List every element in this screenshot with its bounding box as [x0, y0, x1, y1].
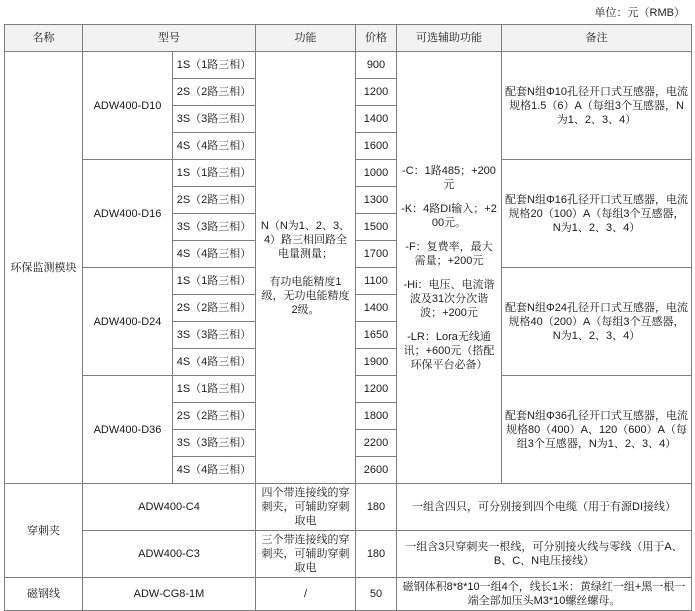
optional-line-f: -F：复费率，最大需量；+200元 — [405, 240, 493, 267]
function-line-1: N（N为1、2、3、4）路三相回路全电量测量； — [260, 219, 351, 260]
unit-note: 单位：元（RMB） — [594, 7, 685, 19]
model-adw400-d36: ADW400-D36 — [83, 376, 173, 484]
price-d10-1s: 900 — [356, 52, 397, 79]
model-adw400-d16: ADW400-D16 — [83, 160, 173, 268]
spec-d10-3s: 3S（3路三相） — [173, 106, 256, 133]
spec-d24-3s: 3S（3路三相） — [173, 322, 256, 349]
model-adw400-d10: ADW400-D10 — [83, 52, 173, 160]
price-c4: 180 — [356, 484, 397, 531]
category-magnet-wire: 磁钢线 — [5, 578, 83, 611]
spec-d10-1s: 1S（1路三相） — [173, 52, 256, 79]
price-d24-3s: 1650 — [356, 322, 397, 349]
remark-d36: 配套N组Φ36孔径开口式互感器，电流规格80（400）A、120（600）A（每组3个互感器，N为1、2、3、4） — [502, 376, 692, 484]
model-adw400-d24: ADW400-D24 — [83, 268, 173, 376]
spec-d16-3s: 3S（3路三相） — [173, 214, 256, 241]
remark-d10: 配套N组Φ10孔径开口式互感器，电流规格1.5（6）A（每组3个互感器，N为1、2、3、4） — [502, 52, 692, 160]
price-cg8: 50 — [356, 578, 397, 611]
col-header-function: 功能 — [256, 25, 356, 52]
optional-line-hi: -Hi：电压、电流谐波及31次分次谐波；+200元 — [403, 278, 495, 319]
optional-functions — [397, 52, 502, 484]
spec-d36-4s: 4S（4路三相） — [173, 457, 256, 484]
price-d36-1s: 1200 — [356, 376, 397, 403]
remark-c4: 一组含四只，可分别接到四个电缆（用于有源DI接线） — [397, 484, 692, 531]
price-table — [4, 24, 692, 611]
price-c3: 180 — [356, 531, 397, 578]
remark-d24: 配套N组Φ24孔径开口式互感器，电流规格40（200）A（每组3个互感器，N为1、2、3、4） — [502, 268, 692, 376]
col-header-optional: 可选辅助功能 — [397, 25, 502, 52]
col-header-model: 型号 — [83, 25, 256, 52]
table-row — [5, 484, 692, 531]
table-header — [5, 25, 692, 52]
price-d16-1s: 1000 — [356, 160, 397, 187]
spec-d24-4s: 4S（4路三相） — [173, 349, 256, 376]
price-d10-3s: 1400 — [356, 106, 397, 133]
table-row — [5, 52, 692, 79]
optional-line-c: -C：1路485；+200元 — [402, 164, 496, 191]
price-d36-2s: 1800 — [356, 403, 397, 430]
spec-d36-1s: 1S（1路三相） — [173, 376, 256, 403]
spec-d16-1s: 1S（1路三相） — [173, 160, 256, 187]
spec-d36-3s: 3S（3路三相） — [173, 430, 256, 457]
price-d36-3s: 2200 — [356, 430, 397, 457]
price-d16-3s: 1500 — [356, 214, 397, 241]
price-d36-4s: 2600 — [356, 457, 397, 484]
category-env-module: 环保监测模块 — [5, 52, 83, 484]
remark-cg8: 磁钢体积8*8*10一组4个，线长1米：黄绿红一组+黑一根一端全部加压头M3*10螺丝螺母。 — [397, 578, 692, 611]
optional-line-lr: -LR：Lora无线通讯；+600元（搭配环保平台必备） — [403, 330, 495, 371]
function-env-module — [256, 52, 356, 484]
spec-d16-4s: 4S（4路三相） — [173, 241, 256, 268]
function-c3: 三个带连接线的穿刺夹，可辅助穿刺取电 — [256, 531, 356, 578]
col-header-price: 价格 — [356, 25, 397, 52]
remark-c3: 一组含3只穿刺夹一根线，可分别接火线与零线（用于A、B、C、N电压接线） — [397, 531, 692, 578]
optional-line-k: -K：4路DI输入；+200元。 — [401, 202, 497, 229]
spec-d16-2s: 2S（2路三相） — [173, 187, 256, 214]
spec-d24-2s: 2S（2路三相） — [173, 295, 256, 322]
function-line-2: 有功电能精度1级，无功电能精度2级。 — [261, 275, 350, 316]
header-row — [5, 25, 692, 52]
table-body — [5, 52, 692, 611]
price-d16-2s: 1300 — [356, 187, 397, 214]
model-adw-cg8-1m: ADW-CG8-1M — [83, 578, 256, 611]
spec-d10-2s: 2S（2路三相） — [173, 79, 256, 106]
price-d10-2s: 1200 — [356, 79, 397, 106]
price-d24-4s: 1900 — [356, 349, 397, 376]
spec-d24-1s: 1S（1路三相） — [173, 268, 256, 295]
price-d10-4s: 1600 — [356, 133, 397, 160]
col-header-name: 名称 — [5, 25, 83, 52]
category-clamp: 穿刺夹 — [5, 484, 83, 578]
remark-d16: 配套N组Φ16孔径开口式互感器，电流规格20（100）A（每组3个互感器，N为1、2、3、4） — [502, 160, 692, 268]
price-d24-1s: 1100 — [356, 268, 397, 295]
function-cg8: / — [256, 578, 356, 611]
model-adw400-c3: ADW400-C3 — [83, 531, 256, 578]
price-d24-2s: 1400 — [356, 295, 397, 322]
price-d16-4s: 1700 — [356, 241, 397, 268]
model-adw400-c4: ADW400-C4 — [83, 484, 256, 531]
spec-d36-2s: 2S（2路三相） — [173, 403, 256, 430]
table-row — [5, 531, 692, 578]
spec-d10-4s: 4S（4路三相） — [173, 133, 256, 160]
table-row — [5, 578, 692, 611]
col-header-remark: 备注 — [502, 25, 692, 52]
function-c4: 四个带连接线的穿刺夹，可辅助穿刺取电 — [256, 484, 356, 531]
